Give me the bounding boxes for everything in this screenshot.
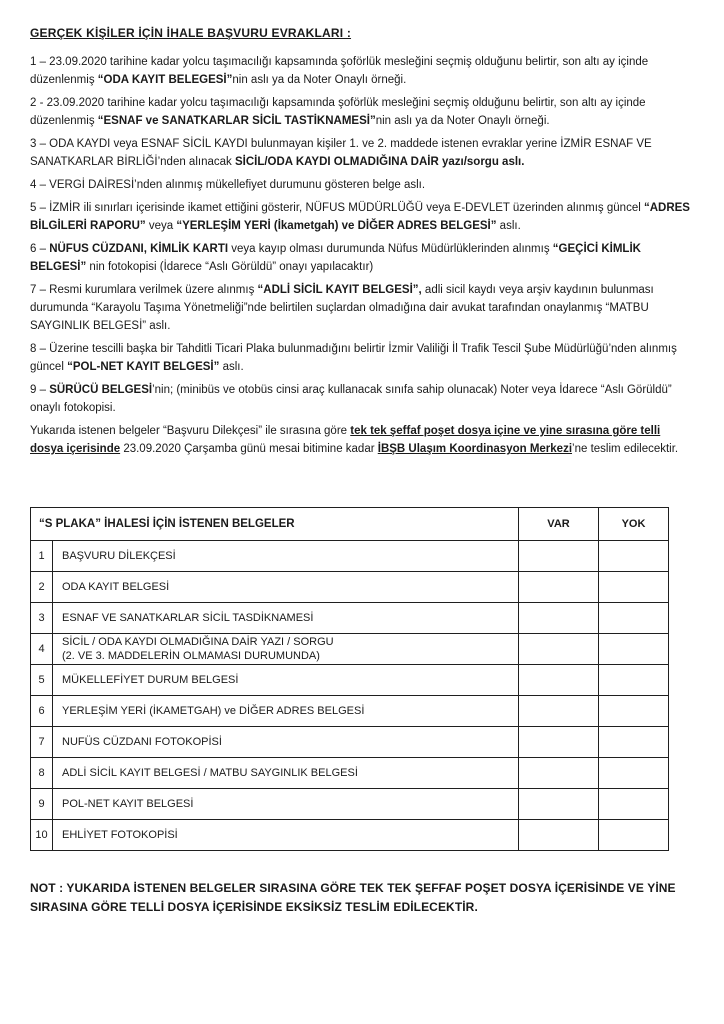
text-segment: “ESNAF ve SANATKARLAR SİCİL TASTİKNAMESİ”: [97, 115, 376, 127]
text-segment: ’nin; (minibüs ve otobüs cinsi araç kullanacak sınıfa sahip olunacak) Noter veya İdarece “Aslı Görüldü” onaylı fotokopisi.: [30, 384, 672, 414]
text-segment: 4 – VERGİ DAİRESİ’nden alınmış mükellefiyet durumunu gösteren belge aslı.: [30, 179, 426, 191]
text-segment: ’ne teslim edilecektir.: [572, 443, 679, 455]
required-documents-table: [30, 507, 669, 851]
text-segment: aslı.: [496, 220, 521, 232]
table-row: [31, 758, 669, 789]
text-segment: nin aslı ya da Noter Onaylı örneği.: [232, 74, 407, 86]
text-segment: aslı.: [219, 361, 244, 373]
yok-checkbox-cell: [599, 541, 669, 572]
var-checkbox-cell: [519, 789, 599, 820]
var-checkbox-cell: [519, 727, 599, 758]
text-segment: 5 – İZMİR ili sınırları içerisinde ikamet ettiğini gösterir, NÜFUS MÜDÜRLÜĞÜ veya E-DEVLET üzerinden alınmış güncel: [30, 202, 644, 214]
row-number: 6: [31, 696, 53, 727]
document-name: YERLEŞİM YERİ (İKAMETGAH) ve DİĞER ADRES BELGESİ: [53, 696, 519, 727]
row-number: 9: [31, 789, 53, 820]
yok-checkbox-cell: [599, 634, 669, 665]
column-header-documents: “S PLAKA” İHALESİ İÇİN İSTENEN BELGELER: [31, 508, 519, 541]
var-checkbox-cell: [519, 541, 599, 572]
table-row: [31, 727, 669, 758]
text-segment: 6 –: [30, 243, 50, 255]
text-segment: 2 - 23.09.2020 tarihine kadar yolcu taşımacılığı kapsamında şoförlük mesleğini seçmiş olduğunu belirtir, son altı ay içinde düzenlenmiş: [30, 97, 646, 127]
note-text: NOT : YUKARIDA İSTENEN BELGELER SIRASINA GÖRE TEK TEK ŞEFFAF POŞET DOSYA İÇERİSİNDE VE YİNE SIRASINA GÖRE TELLİ DOSYA İÇERİSİNDE EKSİKSİZ TESLİM EDİLECEKTİR.: [30, 881, 676, 914]
yok-checkbox-cell: [599, 727, 669, 758]
var-checkbox-cell: [519, 572, 599, 603]
paragraph: [30, 176, 695, 194]
yok-checkbox-cell: [599, 758, 669, 789]
table-header-row: [31, 508, 669, 541]
yok-checkbox-cell: [599, 789, 669, 820]
paragraph: [30, 381, 695, 417]
document-name: SİCİL / ODA KAYDI OLMADIĞINA DAİR YAZI / SORGU (2. VE 3. MADDELERİN OLMAMASI DURUMUNDA): [53, 634, 519, 665]
table-body: [31, 541, 669, 851]
row-number: 7: [31, 727, 53, 758]
text-segment: adli sicil kaydı veya arşiv kaydının bulunması durumunda “Karayolu Taşıma Yönetmeliği”nde belirtilen suçlardan olmadığına dair avukat tarafından onaylanmış “MATBU SAYGINLIK BELGESİ” aslı.: [30, 284, 654, 332]
row-number: 3: [31, 603, 53, 634]
table-row: [31, 603, 669, 634]
var-checkbox-cell: [519, 696, 599, 727]
paragraph: [30, 53, 695, 89]
table-row: [31, 820, 669, 851]
column-header-var: VAR: [519, 508, 599, 541]
text-segment: “GEÇİCİ KİMLİK BELGESİ”: [30, 243, 641, 273]
text-segment: İBŞB Ulaşım Koordinasyon Merkezi: [377, 443, 573, 455]
text-segment: “ADRES BİLGİLERİ RAPORU”: [30, 202, 690, 232]
row-number: 8: [31, 758, 53, 789]
var-checkbox-cell: [519, 665, 599, 696]
var-checkbox-cell: [519, 758, 599, 789]
text-segment: SİCİL/ODA KAYDI OLMADIĞINA DAİR yazı/sorgu aslı.: [234, 156, 525, 168]
document-name: POL-NET KAYIT BELGESİ: [53, 789, 519, 820]
text-segment: “ADLİ SİCİL KAYIT BELGESİ”,: [257, 284, 422, 296]
text-segment: “ODA KAYIT BELEGESİ”: [97, 74, 233, 86]
text-segment: Yukarıda istenen belgeler “Başvuru Dilekçesi” ile sırasına göre: [30, 425, 351, 437]
yok-checkbox-cell: [599, 696, 669, 727]
column-header-yok: YOK: [599, 508, 669, 541]
document-name: ESNAF VE SANATKARLAR SİCİL TASDİKNAMESİ: [53, 603, 519, 634]
table-row: [31, 696, 669, 727]
text-segment: 23.09.2020 Çarşamba günü mesai bitimine kadar: [120, 443, 378, 455]
row-number: 1: [31, 541, 53, 572]
text-segment: veya kayıp olması durumunda Nüfus Müdürlüklerinden alınmış: [228, 243, 553, 255]
paragraph: [30, 240, 695, 276]
text-segment: “POL-NET KAYIT BELGESİ”: [67, 361, 220, 373]
paragraph: [30, 94, 695, 130]
document-name: ODA KAYIT BELGESİ: [53, 572, 519, 603]
row-number: 4: [31, 634, 53, 665]
yok-checkbox-cell: [599, 820, 669, 851]
table-row: [31, 634, 669, 665]
var-checkbox-cell: [519, 820, 599, 851]
text-segment: 7 – Resmi kurumlara verilmek üzere alınmış: [30, 284, 258, 296]
paragraph: [30, 135, 695, 171]
text-segment: 8 – Üzerine tescilli başka bir Tahditli Ticari Plaka bulunmadığını belirtir İzmir Valiliği İl Trafik Tescil Şube Müdürlüğü’nden alınmış güncel: [30, 343, 677, 373]
text-segment: veya: [145, 220, 177, 232]
table-row: [31, 572, 669, 603]
var-checkbox-cell: [519, 603, 599, 634]
document-name: MÜKELLEFİYET DURUM BELGESİ: [53, 665, 519, 696]
text-segment: 9 –: [30, 384, 50, 396]
document-name: EHLİYET FOTOKOPİSİ: [53, 820, 519, 851]
table-row: [31, 541, 669, 572]
var-checkbox-cell: [519, 634, 599, 665]
row-number: 2: [31, 572, 53, 603]
text-segment: nin aslı ya da Noter Onaylı örneği.: [375, 115, 550, 127]
table-row: [31, 665, 669, 696]
yok-checkbox-cell: [599, 665, 669, 696]
paragraph: [30, 422, 695, 458]
text-segment: 3 – ODA KAYDI veya ESNAF SİCİL KAYDI bulunmayan kişiler 1. ve 2. maddede istenen evraklar yerine İZMİR ESNAF VE SANATKARLAR BİRLİĞİ’nden alınacak: [30, 138, 652, 168]
row-number: 5: [31, 665, 53, 696]
document-paragraphs: [30, 53, 695, 458]
document-name: BAŞVURU DİLEKÇESİ: [53, 541, 519, 572]
document-title: GERÇEK KİŞİLER İÇİN İHALE BAŞVURU EVRAKLARI :: [30, 26, 352, 40]
paragraph: [30, 199, 695, 235]
paragraph: [30, 281, 695, 335]
text-segment: nin fotokopisi (İdarece “Aslı Görüldü” onayı yapılacaktır): [86, 261, 374, 273]
document-name: NUFÜS CÜZDANI FOTOKOPİSİ: [53, 727, 519, 758]
yok-checkbox-cell: [599, 572, 669, 603]
document-name: ADLİ SİCİL KAYIT BELGESİ / MATBU SAYGINLIK BELGESİ: [53, 758, 519, 789]
yok-checkbox-cell: [599, 603, 669, 634]
text-segment: NÜFUS CÜZDANI, KİMLİK KARTI: [49, 243, 229, 255]
text-segment: SÜRÜCÜ BELGESİ: [49, 384, 153, 396]
text-segment: 1 – 23.09.2020 tarihine kadar yolcu taşımacılığı kapsamında şoförlük mesleğini seçmiş olduğunu belirtir, son altı ay içinde düzenlenmiş: [30, 56, 649, 86]
table-row: [31, 789, 669, 820]
text-segment: tek tek şeffaf poşet dosya içine ve yine sırasına göre telli dosya içerisinde: [30, 425, 661, 455]
row-number: 10: [31, 820, 53, 851]
text-segment: “YERLEŞİM YERİ (İkametgah) ve DİĞER ADRES BELGESİ”: [176, 220, 497, 232]
paragraph: [30, 340, 695, 376]
